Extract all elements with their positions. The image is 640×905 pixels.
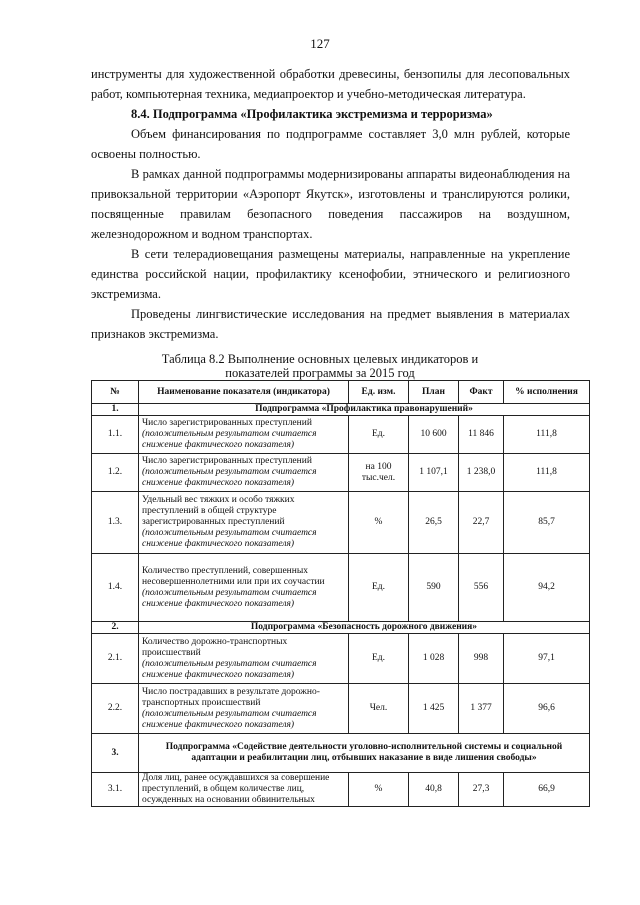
table-row	[92, 554, 590, 622]
header-fact: Факт	[459, 381, 504, 404]
table-row	[92, 773, 590, 807]
header-num: №	[92, 381, 139, 404]
row-fact: 11 846	[459, 416, 504, 454]
row-percent: 111,8	[504, 416, 590, 454]
row-num: 1.3.	[92, 492, 139, 554]
section-title: Подпрограмма «Профилактика правонарушений»	[139, 404, 590, 416]
indicator-label: Число зарегистрированных преступлений	[142, 418, 312, 428]
section-num: 1.	[92, 404, 139, 416]
header-plan: План	[409, 381, 459, 404]
row-name	[139, 492, 349, 554]
row-percent: 111,8	[504, 454, 590, 492]
section-row	[92, 404, 590, 416]
section-num: 3.	[92, 734, 139, 773]
table-row	[92, 492, 590, 554]
table-row	[92, 634, 590, 684]
row-percent: 94,2	[504, 554, 590, 622]
row-num: 2.1.	[92, 634, 139, 684]
paragraph: Проведены лингвистические исследования на предмет выявления в материалах признаков экстремизма.	[91, 307, 570, 341]
row-unit: Ед.	[349, 634, 409, 684]
indicator-label: Число пострадавших в результате дорожно-транспортных происшествий	[142, 686, 320, 708]
row-num: 1.2.	[92, 454, 139, 492]
page-number: 127	[310, 36, 330, 51]
row-name	[139, 454, 349, 492]
row-fact: 556	[459, 554, 504, 622]
row-percent: 97,1	[504, 634, 590, 684]
header-percent: % исполнения	[504, 381, 590, 404]
row-num: 1.1.	[92, 416, 139, 454]
row-name	[139, 634, 349, 684]
row-unit: на 100 тыс.чел.	[349, 454, 409, 492]
row-plan: 40,8	[409, 773, 459, 807]
indicator-label: Доля лиц, ранее осуждавшихся за совершение преступлений, в общем количестве лиц, осужденных на основании обвинительных	[142, 773, 330, 805]
indicator-label: Количество преступлений, совершенных несовершеннолетними или при их соучастии	[142, 565, 325, 587]
section-heading: 8.4. Подпрограмма «Профилактика экстремизма и терроризма»	[131, 107, 493, 121]
table-caption	[90, 352, 550, 380]
header-unit: Ед. изм.	[349, 381, 409, 404]
row-fact: 1 238,0	[459, 454, 504, 492]
indicator-condition: (положительным результатом считается снижение фактического показателя)	[142, 467, 317, 488]
row-num: 3.1.	[92, 773, 139, 807]
row-name	[139, 554, 349, 622]
row-plan: 590	[409, 554, 459, 622]
indicator-condition: (положительным результатом считается снижение фактического показателя)	[142, 587, 317, 609]
indicator-label: Количество дорожно-транспортных происшествий	[142, 636, 288, 658]
table-caption-line: Таблица 8.2 Выполнение основных целевых индикаторов и	[161, 352, 479, 366]
table-row	[92, 416, 590, 454]
row-num: 1.4.	[92, 554, 139, 622]
indicator-label: Удельный вес тяжких и особо тяжких преступлений в общей структуре зарегистрированных преступлений	[142, 495, 295, 527]
indicator-condition: (положительным результатом считается снижение фактического показателя)	[142, 429, 317, 450]
section-row	[92, 622, 590, 634]
row-unit: Ед.	[349, 554, 409, 622]
table-header-row	[92, 381, 590, 404]
row-fact: 1 377	[459, 684, 504, 734]
row-fact: 22,7	[459, 492, 504, 554]
row-unit: %	[349, 492, 409, 554]
row-fact: 998	[459, 634, 504, 684]
section-row	[92, 734, 590, 773]
row-unit: %	[349, 773, 409, 807]
row-name	[139, 416, 349, 454]
section-num: 2.	[92, 622, 139, 634]
row-percent: 96,6	[504, 684, 590, 734]
indicator-condition: (положительным результатом считается снижение фактического показателя)	[142, 708, 317, 730]
table-row	[92, 684, 590, 734]
indicator-condition: (положительным результатом считается снижение фактического показателя)	[142, 528, 317, 549]
row-num: 2.2.	[92, 684, 139, 734]
header-name: Наименование показателя (индикатора)	[139, 381, 349, 404]
row-plan: 10 600	[409, 416, 459, 454]
indicators-table	[91, 380, 590, 807]
indicator-label: Число зарегистрированных преступлений	[142, 456, 312, 466]
paragraph: В рамках данной подпрограммы модернизированы аппараты видеонаблюдения на привокзальной территории «Аэропорт Якутск», изготовлены и транслируются ролики, посвященные правилам безопасного поведения пассажиров на воздушном, железнодорожном и водном транспортах.	[91, 167, 570, 241]
row-plan: 26,5	[409, 492, 459, 554]
section-title: Подпрограмма «Безопасность дорожного движения»	[139, 622, 590, 634]
row-name	[139, 773, 349, 807]
row-plan: 1 107,1	[409, 454, 459, 492]
row-plan: 1 425	[409, 684, 459, 734]
row-name	[139, 684, 349, 734]
row-fact: 27,3	[459, 773, 504, 807]
row-unit: Чел.	[349, 684, 409, 734]
row-percent: 85,7	[504, 492, 590, 554]
paragraph-continuation: инструменты для художественной обработки древесины, бензопилы для лесоповальных работ, компьютерная техника, медиапроектор и учебно-методическая литература.	[91, 67, 570, 101]
body-text	[91, 64, 570, 344]
row-plan: 1 028	[409, 634, 459, 684]
table-row	[92, 454, 590, 492]
row-percent: 66,9	[504, 773, 590, 807]
row-unit: Ед.	[349, 416, 409, 454]
table-caption-line: показателей программы за 2015 год	[225, 366, 415, 380]
paragraph: Объем финансирования по подпрограмме составляет 3,0 млн рублей, которые освоены полностью.	[91, 127, 570, 161]
section-title: Подпрограмма «Содействие деятельности уголовно-исполнительной системы и социальной адаптации и реабилитации лиц, отбывших наказание в виде лишения свободы»	[139, 734, 590, 773]
paragraph: В сети телерадиовещания размещены материалы, направленные на укрепление единства российской нации, профилактику ксенофобии, этнического и религиозного экстремизма.	[91, 247, 570, 301]
indicator-condition: (положительным результатом считается снижение фактического показателя)	[142, 658, 317, 680]
